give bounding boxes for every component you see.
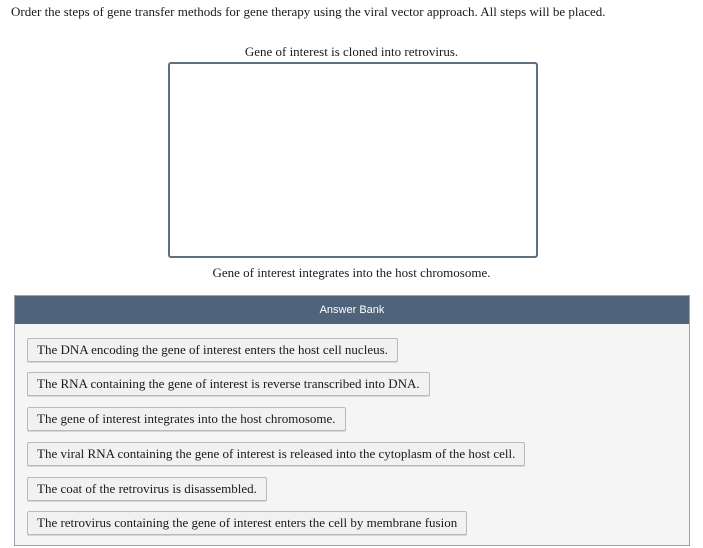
answer-chip[interactable]: The coat of the retrovirus is disassembled. bbox=[27, 477, 267, 501]
answer-chip[interactable]: The gene of interest integrates into the host chromosome. bbox=[27, 407, 346, 431]
answer-chip[interactable]: The DNA encoding the gene of interest enters the host cell nucleus. bbox=[27, 338, 398, 362]
answer-bank bbox=[14, 295, 690, 546]
answer-bank-header: Answer Bank bbox=[15, 296, 689, 324]
answer-chip[interactable]: The RNA containing the gene of interest is reverse transcribed into DNA. bbox=[27, 372, 430, 396]
sequence-end-label: Gene of interest integrates into the host chromosome. bbox=[212, 265, 491, 280]
ordering-drop-zone[interactable] bbox=[168, 62, 538, 258]
answer-chip[interactable]: The viral RNA containing the gene of interest is released into the cytoplasm of the host cell. bbox=[27, 442, 525, 466]
answer-chip[interactable]: The retrovirus containing the gene of interest enters the cell by membrane fusion bbox=[27, 511, 467, 535]
sequence-start-label: Gene of interest is cloned into retrovirus. bbox=[244, 44, 459, 59]
question-instructions: Order the steps of gene transfer methods for gene therapy using the viral vector approach. All steps will be placed. bbox=[11, 4, 606, 19]
